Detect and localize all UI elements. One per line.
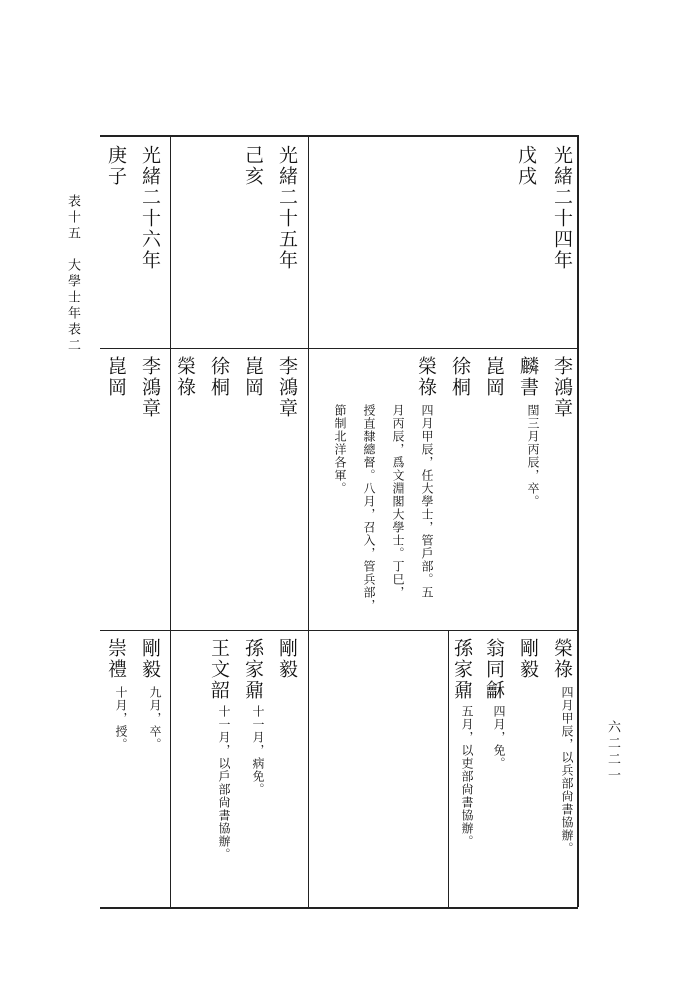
official-note: 五月，以吏部尙書協辦。 — [460, 705, 474, 848]
official-name: 徐桐 — [449, 356, 471, 398]
ganzhi: 己亥 — [242, 145, 264, 187]
official-name: 榮祿 — [551, 638, 573, 680]
official-name: 崑岡 — [242, 356, 264, 398]
official-name: 李鴻章 — [551, 356, 573, 419]
official-note: 月丙辰，爲文淵閣大學士。丁巳， — [391, 404, 405, 599]
official-note: 十月，授。 — [114, 686, 128, 751]
table-title: 表十五 大學士年表二 — [65, 194, 80, 354]
official-name: 崑岡 — [105, 356, 127, 398]
reign-year: 光緒二十五年 — [276, 145, 298, 271]
official-note: 四月甲辰，任大學士，管戶部。五 — [420, 404, 434, 599]
official-note: 十一月，以戶部尙書協辦。 — [217, 705, 231, 861]
official-note: 節制北洋各軍。 — [333, 404, 347, 495]
ganzhi: 庚子 — [105, 145, 127, 187]
official-name: 徐桐 — [208, 356, 230, 398]
official-note: 十一月，病免。 — [251, 705, 265, 796]
official-name: 李鴻章 — [276, 356, 298, 419]
official-name: 崑岡 — [483, 356, 505, 398]
official-name: 孫家鼐 — [451, 638, 473, 701]
official-name: 麟書 — [517, 356, 539, 398]
official-name: 孫家鼐 — [242, 638, 264, 701]
official-name: 翁同龢 — [483, 638, 505, 701]
official-name: 剛毅 — [276, 638, 298, 680]
official-name: 榮祿 — [174, 356, 196, 398]
official-name: 王文韶 — [208, 638, 230, 701]
ganzhi: 戊戌 — [515, 145, 537, 187]
official-name: 崇禮 — [105, 638, 127, 680]
page-number: 六二二一 — [605, 720, 620, 784]
official-note: 閏三月丙辰，卒。 — [526, 404, 540, 508]
reign-year: 光緒二十六年 — [139, 145, 161, 271]
official-name: 剛毅 — [139, 638, 161, 680]
official-note: 九月，卒。 — [148, 686, 162, 751]
official-note: 授直隸總督。八月，召入，管兵部， — [362, 404, 376, 612]
reign-year: 光緒二十四年 — [551, 145, 573, 271]
official-name: 李鴻章 — [139, 356, 161, 419]
official-name: 榮祿 — [415, 356, 437, 398]
official-name: 剛毅 — [517, 638, 539, 680]
official-note: 四月，免。 — [492, 705, 506, 770]
official-note: 四月甲辰，以兵部尙書協辦。 — [560, 686, 574, 855]
